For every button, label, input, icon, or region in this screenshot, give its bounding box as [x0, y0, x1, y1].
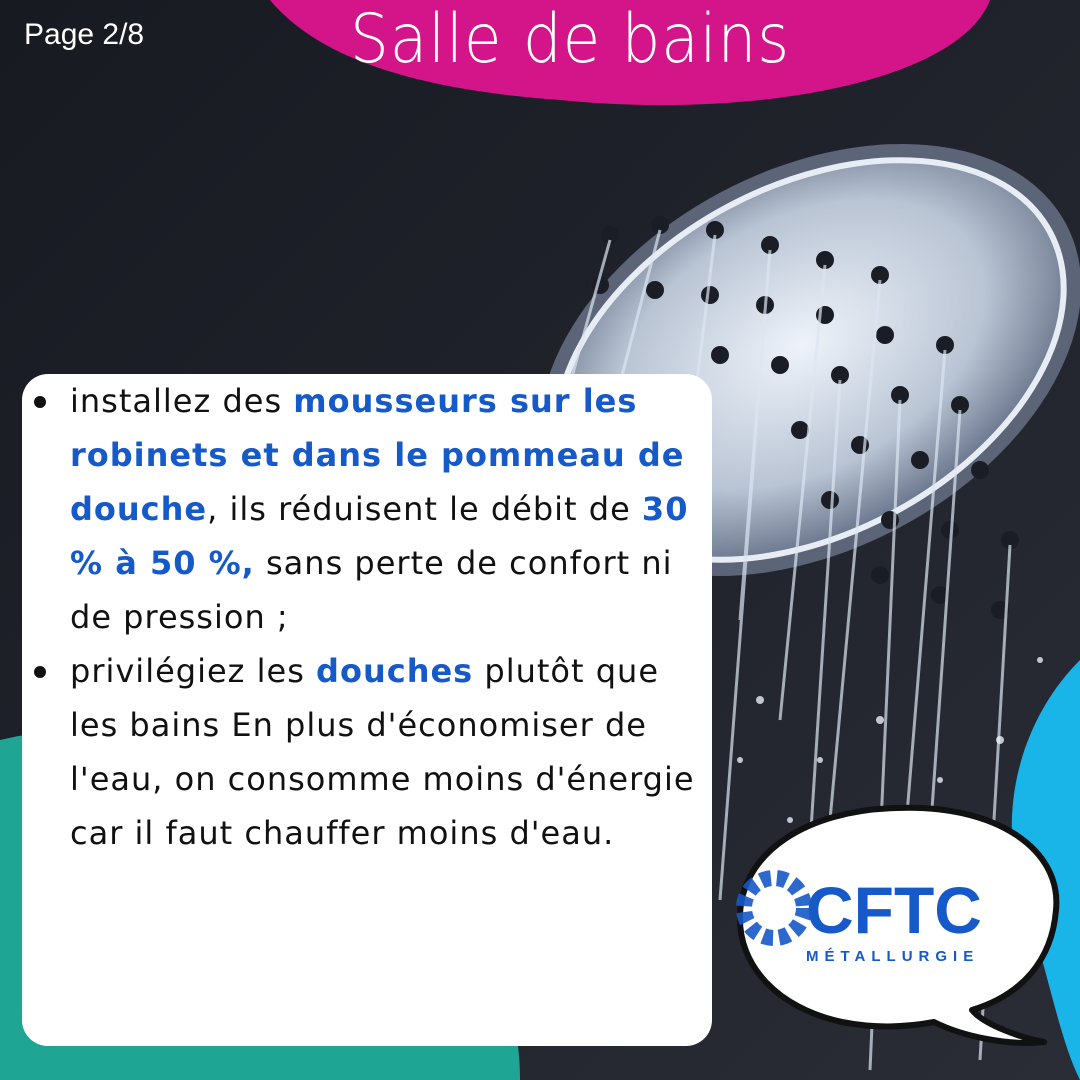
tip-highlight: douches	[316, 652, 474, 690]
tip-item	[22, 644, 712, 860]
page-indicator: Page 2/8	[24, 18, 145, 51]
bullet-icon	[34, 396, 46, 408]
logo-subtitle: MÉTALLURGIE	[806, 948, 980, 965]
tip-text: sans perte de confort ni de pression ;	[70, 544, 673, 636]
tip-item	[22, 374, 712, 644]
logo-name: CFTC	[806, 873, 982, 947]
tip-highlight: 30 % à 50 %,	[70, 490, 689, 582]
tip-text: , ils réduisent le débit de	[207, 490, 642, 528]
tip-text: privilégiez les	[70, 652, 317, 690]
tip-highlight: mousseurs sur les robinets et dans le pommeau de douche	[70, 382, 685, 528]
bullet-icon	[34, 666, 46, 678]
tip-text: installez des	[70, 382, 294, 420]
tip-text: plutôt que les bains En plus d'économiser de l'eau, on consomme moins d'énergie car il faut chauffer moins d'eau.	[70, 652, 695, 852]
page-title: Salle de bains	[349, 0, 791, 79]
tips-list	[22, 374, 712, 860]
